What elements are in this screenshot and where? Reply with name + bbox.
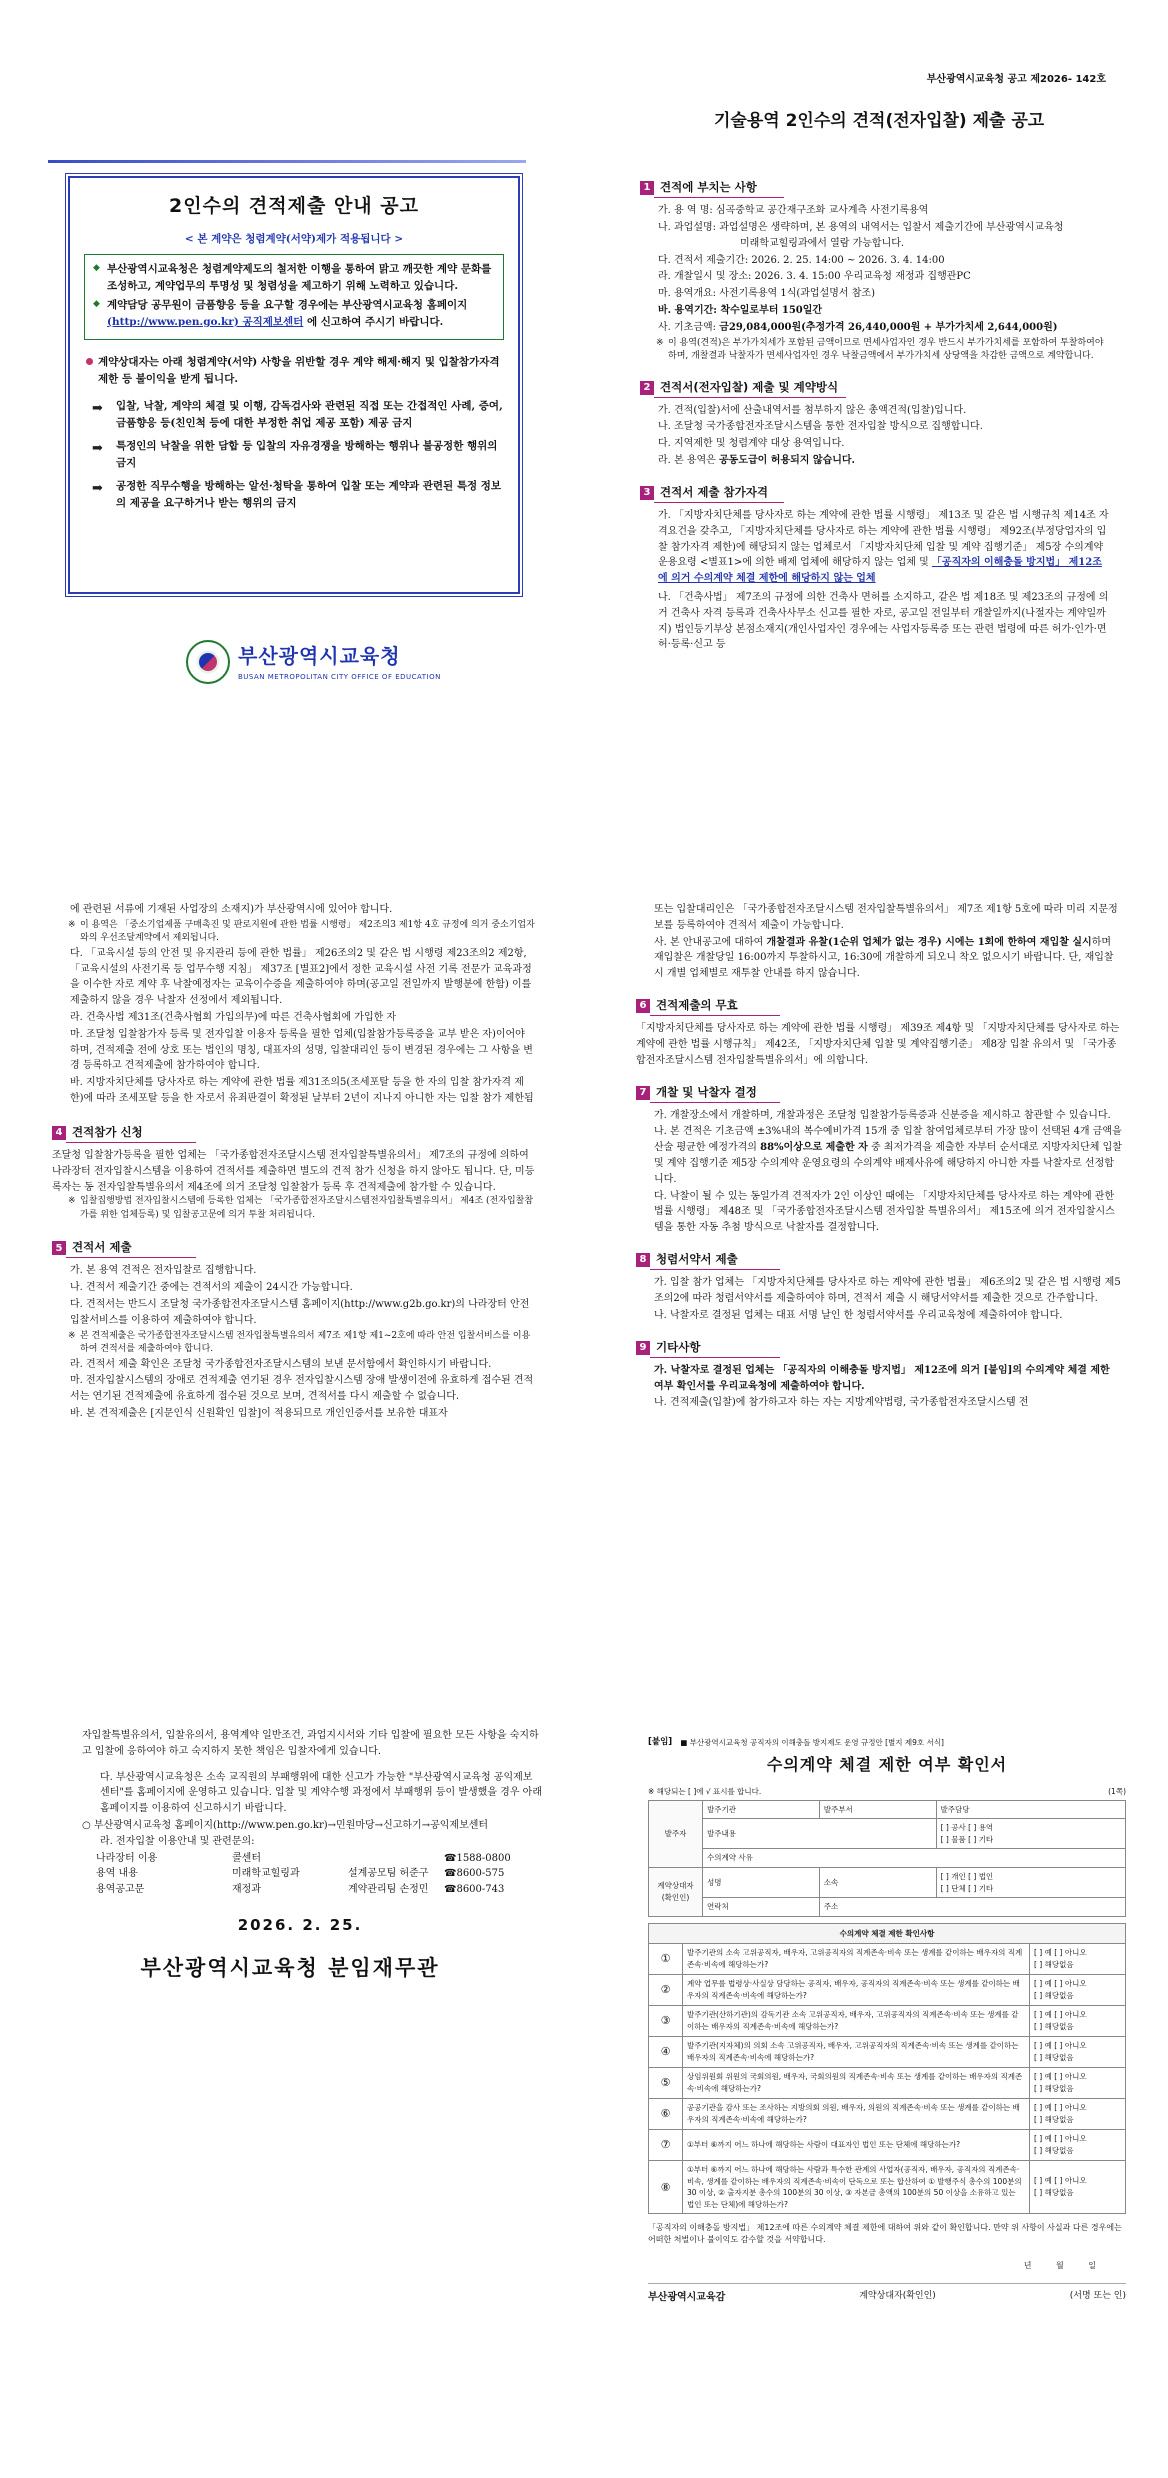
page-3-right — [584, 1652, 1168, 2478]
s3-continued: 에 관련된 서류에 기재된 사업장의 소재지)가 부산광역시에 있어야 합니다. — [70, 904, 393, 915]
na-checkbox[interactable]: [ ] 해당없음 — [1034, 2188, 1074, 2198]
emblem-icon — [186, 640, 230, 684]
s3-text: 가. 「지방자치단체를 당사자로 하는 계약에 관한 법률 시행령」 제13조 및 같은 법 시행규칙 제14조 자격요건을 갖추고, 「지방자치단체를 당사자로 하는 계약에 관한 법률 시행령」 제92조(부정당업자의 입찰 참가자격 제한)에 해당되지 않는 업체로서 「지방자치단체 입찰 및 계약 집행기준」 제5장 수의계약 운용요령 <별표1>에 의한 배제 업체에 해당하지 않는 업체 및 — [658, 510, 1109, 569]
s5-item: 가. 본 용역 견적은 전자입찰로 집행합니다. — [70, 1265, 257, 1277]
contact-cell: 재정과 — [232, 1884, 261, 1896]
s2-item: 가. 견적(입찰)서에 산출내역서를 첨부하지 않은 총액견적(입찰)입니다. — [658, 404, 967, 416]
section-title: 견적에 부치는 사항 — [654, 178, 784, 198]
s8-item: 나. 낙찰자로 결정된 업체는 대표 서명 날인 한 청렴서약서를 우리교육청에 제출하여야 합니다. — [654, 1309, 1063, 1321]
highlight-item-2 — [93, 297, 495, 331]
party-label: 계약상대자 (확인인) — [649, 1868, 703, 1917]
integrity-highlight-box — [84, 254, 504, 340]
row-text: 발주기관(지자체)의 의회 소속 고위공직자, 배우자, 고위공직자의 직계존속·비속 또는 생계를 같이하는 배우자의 직계존속·비속에 해당하는가? — [683, 2036, 1030, 2067]
yes-no-checkbox[interactable]: [ ] 예 [ ] 아니오 — [1034, 2176, 1087, 2186]
checklist-row — [649, 1943, 1126, 1974]
s7-text: 중 최저가격을 제출한 자부터 순서대로 지방자치단체 입찰 및 계약 집행기준 제5장 수의계약 운영요령의 수의계약 배제사유에 해당하지 아니한 자를 낙찰자로 선정합니다. — [654, 1142, 1122, 1185]
section-6-header — [636, 996, 1122, 1016]
notice-subtitle: < 본 계약은 청렴계약(서약)제가 적용됩니다 > — [184, 233, 404, 246]
pledge-item-3 — [92, 478, 504, 512]
page-3 — [0, 1652, 1168, 2478]
document-number: 부산광역시교육청 공고 제2026- 142호 — [926, 74, 1106, 85]
s9-item: 나. 견적제출(입찰)에 참가하고자 하는 자는 지방계약법령, 국가종합전자조달시스템 전 — [654, 1397, 1029, 1409]
checklist-row — [649, 2036, 1126, 2067]
contact-phone: ☎8600-575 — [444, 1868, 505, 1880]
party-checkbox-row[interactable]: [ ] 개인 [ ] 법인 — [940, 1872, 994, 1882]
contact-phone: ☎1588-0800 — [444, 1852, 511, 1864]
section-7-header — [636, 1083, 1122, 1103]
row-number: ② — [649, 1974, 683, 2005]
s5-item: 나. 견적서 제출기간 중에는 견적서의 제출이 24시간 가능합니다. — [70, 1282, 353, 1294]
row-number: ⑧ — [649, 2160, 683, 2214]
row-options[interactable] — [1030, 1943, 1126, 1974]
yes-no-checkbox[interactable]: [ ] 예 [ ] 아니오 — [1034, 2071, 1087, 2081]
s2-item — [640, 453, 1110, 469]
section-number: 5 — [52, 1241, 66, 1255]
section-title: 기타사항 — [650, 1338, 780, 1358]
section-title: 개찰 및 낙찰자 결정 — [650, 1083, 780, 1103]
s6-body: 「지방자치단체를 당사자로 하는 계약에 관한 법률 시행령」 제39조 제4항 및 「지방자치단체를 당사자로 하는 계약에 관한 법률 시행규칙」 제42조, 「지방자치단체 입찰 및 계약집행기준」 제8장 입찰 유의서 및 「국가종합전자조달시스템 전자입찰특별유의서」에 의합니다. — [636, 1023, 1120, 1066]
s1-item: 가. 용 역 명: 심곡중학교 공간재구조화 교사계측 사전기록용역 — [658, 205, 929, 217]
announcement-date: 2026. 2. 25. — [237, 1916, 363, 1934]
page-2 — [0, 826, 1168, 1652]
section-number: 9 — [636, 1341, 650, 1355]
pledge-text: 입찰, 낙찰, 계약의 체결 및 이행, 감독검사와 관련된 직접 또는 간접적인 사례, 증여, 금품향응 등(친인척 등에 대한 부정한 취업 제공 포함) 제공 금지 — [116, 399, 503, 429]
pledge-text: 공정한 직무수행을 방해하는 알선·청탁을 통하여 입찰 또는 계약과 관련된 특정 정보의 제공을 요구하거나 받는 행위의 금지 — [116, 479, 502, 509]
field-dept[interactable]: 발주부서 — [819, 1800, 936, 1819]
arrow-icon: ➡ — [92, 480, 103, 496]
contact-cell: 용역 내용 — [96, 1868, 138, 1880]
notice-intro: 계약상대자는 아래 청렴계약(서약) 사항을 위반할 경우 계약 해제·해지 및 입찰참가자격 제한 등 불이익을 받게 됩니다. — [84, 354, 504, 388]
s2-text: 공동도급이 허용되지 않습니다. — [719, 455, 856, 467]
checklist-row — [649, 2098, 1126, 2129]
field-affiliation[interactable]: 소속 — [819, 1868, 936, 1898]
na-checkbox[interactable]: [ ] 해당없음 — [1034, 2114, 1074, 2124]
section-number: 3 — [640, 486, 654, 500]
form-page-label: (1쪽) — [1108, 1786, 1126, 1796]
row-text: 발주기관(산하기관)의 감독기관 소속 고위공직자, 배우자, 고위공직자의 직계존속·비속 또는 생계를 같이하는 배우자의 직계존속·비속에 해당하는가? — [683, 2005, 1030, 2036]
section-title: 견적서(전자입찰) 제출 및 계약방식 — [654, 378, 846, 398]
s7-text: 나. 본 견적은 기초금액 ±3%내의 복수예비가격 15개 중 입찰 참여업체로부터 가장 많이 선택된 4개 금액을 산술 평균한 예정가격의 — [654, 1126, 1122, 1154]
page-1-right — [584, 0, 1168, 826]
s2-item: 다. 지역제한 및 청렴계약 대상 용역입니다. — [658, 438, 845, 450]
section-1-header — [640, 178, 1110, 198]
s1-note: ※ 이 용역(견적)은 부가가치세가 포함된 금액이므로 면세사업자인 경우 반드시 부가가치세를 포함하여 투찰하여야 하며, 개찰결과 낙찰자가 면세사업자인 경우 낙찰금액에서 부가가치세 상당액을 차감한 금액으로 계약합니다. — [640, 337, 1110, 364]
s4-body: 조달청 입찰참가등록을 필한 업체는 「국가종합전자조달시스템 전자입찰특별유의서」 제7조의 규정에 의하여 나라장터 전자입찰시스템을 이용하여 견적서를 제출하면 별도의 견적 참가 신청을 하지 않아도 됩니다. 단, 미등록자는 동 전자입찰특별유의서 제4조에 의거 조달청 입찰참가 등록 후 견적제출에 참가할 수 있습니다. — [52, 1149, 535, 1193]
s1-text: 사. 기초금액: — [658, 321, 720, 333]
section-number: 6 — [636, 999, 650, 1013]
s3-item-f: 바. 지방자치단체를 당사자로 하는 계약에 관한 법률 제31조의5(조세포탈 등을 한 자의 입찰 참가자격 제한)에 따라 조세포탈 등을 한 자로서 유죄판결이 확정된 날부터 2년이 지나지 아니한 자는 입찰 참가 제한됨 — [70, 1077, 534, 1104]
header-rule — [48, 160, 526, 163]
contact-phone: ☎8600-743 — [444, 1884, 505, 1896]
s1-item: 다. 견적서 제출기간: 2026. 2. 25. 14:00 ~ 2026. 3. 4. 14:00 — [658, 254, 945, 266]
section-4-header — [52, 1123, 536, 1143]
integrity-notice-box — [68, 176, 520, 594]
section-number: 4 — [52, 1126, 66, 1140]
section-5-header — [52, 1238, 536, 1258]
contact-cell: 나라장터 이용 — [96, 1852, 158, 1864]
na-checkbox[interactable]: [ ] 해당없음 — [1034, 2145, 1074, 2155]
field-org[interactable]: 발주기관 — [703, 1800, 820, 1819]
row-options[interactable] — [1030, 2036, 1126, 2067]
s1-text: 미래학교힐링과에서 열람 가능합니다. — [740, 237, 905, 249]
s3-item-e: 마. 조달청 입찰참가자 등록 및 전자입찰 이용자 등록을 필한 업체(입찰참가등록증을 교부 받은 자)이어야 하며, 견적제출 전에 상호 또는 법인의 명칭, 대표자의 성명, 입찰대리인 등이 변경된 경우에는 그 사항을 변경 등록하고 견적제출에 참가하여야 합니다. — [70, 1028, 533, 1072]
na-checkbox[interactable]: [ ] 해당없음 — [1034, 2021, 1074, 2031]
section-number: 7 — [636, 1086, 650, 1100]
checklist-row — [649, 2129, 1126, 2160]
checklist-header: 수의계약 체결 제한 확인사항 — [649, 1923, 1126, 1943]
field-reason[interactable]: 수의계약 사유 — [703, 1849, 1126, 1868]
s1-item: 라. 개찰일시 및 장소: 2026. 3. 4. 15:00 우리교육청 재정과 집행관PC — [658, 271, 971, 283]
sections-5-9 — [636, 902, 1122, 1412]
document-title: 기술용역 2인수의 견적(전자입찰) 제출 공고 — [714, 111, 1045, 131]
signature-party: 계약상대자(확인인) — [859, 2290, 936, 2301]
yes-no-checkbox[interactable]: [ ] 예 [ ] 아니오 — [1034, 1978, 1087, 1988]
form-pledge: 「공직자의 이해충돌 방지법」 제12조에 따른 수의계약 체결 제한에 대하여 위와 같이 확인합니다. 만약 위 사항이 사실과 다른 경우에는 어떠한 처벌이나 불이익도 감수할 것을 서약합니다. — [648, 2223, 1122, 2245]
row-number: ⑦ — [649, 2129, 683, 2160]
section-title: 견적서 제출 참가자격 — [654, 483, 784, 503]
section-title: 청렴서약서 제출 — [650, 1250, 780, 1270]
rebid-highlight: 개찰결과 유찰(1순위 업체가 없는 경우) 시에는 1회에 한하여 재입찰 실시 — [766, 936, 1092, 948]
row-options[interactable] — [1030, 2160, 1126, 2214]
row-text: 발주기관의 소속 고위공직자, 배우자, 고위공직자의 직계존속·비속 또는 생계를 같이하는 배우자의 직계존속·비속에 해당하는가? — [683, 1943, 1030, 1974]
yes-no-checkbox[interactable]: [ ] 예 [ ] 아니오 — [1034, 2009, 1087, 2019]
sections-1-3 — [640, 168, 1110, 654]
section-9-header — [636, 1338, 1122, 1358]
s5-item: 라. 견적서 제출 확인은 조달청 국가종합전자조달시스템의 보낸 문서함에서 확인하시기 바랍니다. — [70, 1358, 492, 1370]
page-1 — [0, 0, 1168, 826]
row-options[interactable] — [1030, 2005, 1126, 2036]
form-header — [648, 1736, 1126, 1749]
section-9-continued — [82, 1728, 542, 1898]
s1-item: 마. 용역개요: 사전기록용역 1식(과업설명서 참조) — [658, 288, 875, 300]
report-url: ○ 부산광역시교육청 홈페이지(http://www.pen.go.kr)→민원마당→신고하기→공익제보센터 — [82, 1819, 489, 1831]
pledge-text: 특정인의 낙찰을 위한 담합 등 입찰의 자유경쟁을 방해하는 행위나 불공정한 행위의 금지 — [116, 439, 498, 469]
s5-item: 다. 견적서는 반드시 조달청 국가종합전자조달시스템 홈페이지(http://www.g2b.go.kr)의 나라장터 안전입찰서비스를 이용하여 제출하여야 합니다. — [70, 1299, 530, 1326]
na-checkbox[interactable]: [ ] 해당없음 — [1034, 1959, 1074, 1969]
row-text: 공공기관을 감사 또는 조사하는 지방의회 의원, 배우자, 의원의 직계존속·비속 또는 생계를 같이하는 배우자의 직계존속·비속에 해당하는가? — [683, 2098, 1030, 2129]
contact-cell: 콜센터 — [232, 1852, 261, 1864]
section-number: 8 — [636, 1253, 650, 1267]
s1-text: 나. 과업설명: 과업설명은 생략하며, 본 용역의 내역서는 입찰서 제출기간에 부산광역시교육청 — [658, 221, 1064, 233]
form-instruction: ※ 해당되는 [ ]에 √ 표시를 합니다. — [648, 1786, 762, 1796]
yes-no-checkbox[interactable]: [ ] 예 [ ] 아니오 — [1034, 2102, 1087, 2112]
report-center-link[interactable]: (http://www.pen.go.kr) 공직제보센터 — [107, 315, 304, 328]
row-text: ①부터 ⑥까지 어느 하나에 해당하는 사람이 대표자인 법인 또는 단체에 해당하는가? — [683, 2129, 1030, 2160]
s5-item: 바. 본 견적제출은 [지문인식 신원확인 입찰]이 적용되므로 개인인증서를 보유한 대표자 — [70, 1408, 448, 1420]
row-options[interactable] — [1030, 2098, 1126, 2129]
section-8-header — [636, 1250, 1122, 1270]
s3-highlight: 「공직자의 이해충돌 방지법」 제12조에 의거 수의계약 체결 제한에 해당하지 않는 업체 — [658, 557, 1102, 585]
highlight-item-2c: 에 신고하여 주시기 바랍니다. — [306, 315, 444, 328]
section-title: 견적제출의 무효 — [650, 996, 780, 1016]
contract-restriction-form — [648, 1736, 1126, 2305]
s3-item-c: 다. 「교육시설 등의 안전 및 유지관리 등에 관한 법률」 제26조의2 및 같은 법 시행령 제23조의2 제2항, 「교육시설의 사전기록 등 업무수행 지침」 제37조 [별표2]에서 정한 교육시설 사전 기록 전문가 교육과정을 이수한 자로 계약 후 낙찰예정자는 교육이수증을 제출하여야 하며(공고일 전일까지 발행분에 한함) 이를 제출하지 않을 경우 낙찰자 선정에서 제외됩니다. — [70, 947, 532, 1007]
checklist-row — [649, 1974, 1126, 2005]
field-contact[interactable]: 연락처 — [703, 1898, 820, 1917]
party-type-checkboxes[interactable] — [936, 1868, 1125, 1898]
checklist-row — [649, 2005, 1126, 2036]
pledge-item-2 — [92, 438, 504, 472]
section-3-header — [640, 483, 1110, 503]
office-logo — [186, 640, 441, 684]
checklist-table — [648, 1923, 1126, 2215]
s5-note: ※ 본 견적제출은 국가종합전자조달시스템 전자입찰특별유의서 제7조 제1항 제1~2호에 따라 안전 입찰서비스를 이용하여 견적서를 제출하여야 합니다. — [52, 1330, 536, 1357]
page-2-right — [584, 826, 1168, 1652]
pledge-item-1 — [92, 398, 504, 432]
yes-no-checkbox[interactable]: [ ] 예 [ ] 아니오 — [1034, 1947, 1087, 1957]
orderer-party-table — [648, 1800, 1126, 1917]
s5-item-g — [636, 935, 1122, 982]
section-number: 2 — [640, 381, 654, 395]
s9-continued: 자입찰특별유의서, 입찰유의서, 용역계약 일반조건, 과업지시서와 기타 입찰에 필요한 모든 사항을 숙지하고 입찰에 응하여야 하고 숙지하지 못한 책임은 입찰자에게 있습니다. — [82, 1730, 539, 1757]
type-checkboxes[interactable] — [936, 1819, 1125, 1849]
s4-note: ※ 입찰집행방법 전자입찰시스템에 등록한 업체는 「국가종합전자조달시스템전자입찰특별유의서」 제4조 (전자입찰참가를 위한 업체등록) 및 입찰공고문에 의거 투찰 처리됩니다. — [52, 1195, 536, 1222]
form-title: 수의계약 체결 제한 여부 확인서 — [766, 1755, 1008, 1775]
form-signature — [648, 2283, 1126, 2306]
field-content[interactable]: 발주내용 — [703, 1819, 937, 1849]
form-reference: ■ 부산광역시교육청 공직자의 이해충돌 방지제도 운영 규정안 [별지 제9호 서식] — [680, 1737, 944, 1747]
highlight-item-2a: 계약담당 공무원이 금품향응 등을 요구할 경우에는 부산광역시교육청 홈페이지 — [107, 298, 468, 311]
page-3-left — [0, 1652, 584, 2478]
page-2-left — [0, 826, 584, 1652]
s2-text: 라. 본 용역은 — [658, 455, 720, 467]
na-checkbox[interactable]: [ ] 해당없음 — [1034, 1990, 1074, 2000]
base-amount: 금29,084,000원(추정가격 26,440,000원 + 부가가치세 2,644,000원) — [719, 321, 1058, 333]
checklist-row — [649, 2160, 1126, 2214]
s5-text: 사. 본 안내공고에 대하여 — [654, 936, 767, 948]
party-checkbox-row[interactable]: [ ] 단체 [ ] 기타 — [940, 1883, 994, 1893]
row-number: ① — [649, 1943, 683, 1974]
contact-cell: 용역공고문 — [96, 1884, 145, 1896]
s8-item: 가. 입찰 참가 업체는 「지방자치단체를 당사자로 하는 계약에 관한 법률」 제6조의2 및 같은 법 시행령 제5조의2에 따라 청렴서약서를 제출하여야 하며, 견적서 제출 시 해당서약서를 제출한 것으로 간주합니다. — [654, 1277, 1121, 1305]
s9-item-d: 라. 전자입찰 이용안내 및 관련문의: — [100, 1835, 255, 1847]
field-manager[interactable]: 발주담당 — [936, 1800, 1125, 1819]
s3-note: ※ 이 용역은 「중소기업제품 구매촉진 및 판로지원에 관한 법률 시행령」 제2조의3 제1항 4호 규정에 의거 중소기업자와의 우선조달계약에서 제외됩니다. — [52, 919, 536, 946]
s9-item: 가. 낙찰자로 결정된 업체는 「공직자의 이해충돌 방지법」 제12조에 의거 [붙임]의 수의계약 체결 제한 여부 확인서를 우리교육청에 제출하여야 합니다. — [654, 1364, 1110, 1392]
s7-item — [636, 1124, 1122, 1187]
row-number: ④ — [649, 2036, 683, 2067]
s2-item: 나. 조달청 국가종합전자조달시스템을 통한 전자입찰 방식으로 집행합니다. — [658, 421, 983, 433]
s1-item — [640, 220, 1110, 252]
field-address[interactable]: 주소 — [819, 1898, 1125, 1917]
arrow-icon: ➡ — [92, 440, 103, 456]
na-checkbox[interactable]: [ ] 해당없음 — [1034, 2083, 1074, 2093]
s1-item — [640, 320, 1110, 336]
logo-english: BUSAN METROPOLITAN CITY OFFICE OF EDUCATION — [238, 673, 441, 682]
s3-item-a — [640, 508, 1110, 587]
s5-continued: 또는 입찰대리인은 「국가종합전자조달시스템 전자입찰특별유의서」 제7조 제1항 5호에 따라 미리 지문정보를 등록하여야 견적서 제출이 가능합니다. — [654, 904, 1118, 931]
checklist-row — [649, 2067, 1126, 2098]
highlight-item-1: ◆ 부산광역시교육청은 청렴계약제도의 철저한 이행을 통하여 맑고 깨끗한 계약 문화를 조성하고, 계약업무의 투명성 및 청렴성을 제고하기 위해 노력하고 있습니다. — [93, 261, 495, 295]
contact-cell — [348, 1851, 438, 1867]
yes-no-checkbox[interactable]: [ ] 예 [ ] 아니오 — [1034, 2133, 1087, 2143]
section-title: 견적서 제출 — [66, 1238, 196, 1258]
arrow-icon: ➡ — [92, 400, 103, 416]
type-checkbox-row[interactable]: [ ] 공사 [ ] 용역 — [940, 1823, 994, 1833]
s9-item-c: 다. 부산광역시교육청은 소속 교직원의 부패행위에 대한 신고가 가능한 "부산광역시교육청 공익제보센터"를 홈페이지에 운영하고 있습니다. 입찰 및 계약수행 과정에서 부패행위 등이 발생했을 경우 아래 홈페이지를 이용하여 신고하시기 바랍니다. — [100, 1771, 542, 1815]
section-number: 1 — [640, 181, 654, 195]
s7-item: 가. 개찰장소에서 개찰하며, 개찰과정은 조달청 입찰참가등록증과 신분증을 제시하고 참관할 수 있습니다. — [654, 1109, 1111, 1121]
s7-item: 다. 낙찰이 될 수 있는 동일가격 견적자가 2인 이상인 때에는 「지방자치단체를 당사자로 하는 계약에 관한 법률 시행령」 제48조 및 「국가종합전자조달시스템 전자입찰 특별유의서」 제15조에 의거 전자입찰시스템을 통한 자동 추첨 방식으로 낙찰자를 결정합니다. — [654, 1190, 1115, 1234]
type-checkbox-row[interactable]: [ ] 물품 [ ] 기타 — [940, 1834, 994, 1844]
form-date[interactable]: 년 월 일 — [1023, 2261, 1096, 2271]
orderer-label: 발주자 — [649, 1800, 703, 1868]
contact-cell: 설계공모팀 허준구 — [348, 1868, 429, 1880]
attachment-tag: [붙임] — [648, 1737, 673, 1747]
notice-title: 2인수의 견적제출 안내 공고 — [169, 195, 419, 217]
section-2-header — [640, 378, 1110, 398]
s3-item-d: 라. 건축사법 제31조(건축사협회 가입의무)에 따른 건축사협회에 가입한 자 — [70, 1011, 397, 1023]
row-options[interactable] — [1030, 1974, 1126, 2005]
row-text: 계약 업무를 법령상·사실상 담당하는 공직자, 배우자, 공직자의 직계존속·비속 또는 생계를 같이하는 배우자의 직계존속·비속에 해당하는가? — [683, 1974, 1030, 2005]
s7-highlight: 88%이상으로 제출한 자 — [760, 1142, 868, 1154]
row-number: ③ — [649, 2005, 683, 2036]
row-number: ⑥ — [649, 2098, 683, 2129]
signature-office: 부산광역시교육감 — [648, 2291, 726, 2303]
issuing-office: 부산광역시교육청 분임재무관 — [140, 1956, 440, 1980]
row-text: ①부터 ⑥까지 어느 하나에 해당하는 사람과 특수한 관계의 사업자(공직자, 배우자, 공직자의 직계존속·비속, 생계를 같이하는 배우자의 직계존속·비속이 단독으로 또는 합산하여 ① 발행주식 총수의 100분의 30 이상, ② 출자지분 총수의 100분의 30 이상, ③ 자본금 총액의 100분의 50 이상을 소유하고 있는 법인 또는 단체)에 해당하는가? — [683, 2160, 1030, 2214]
row-text: 상임위원회 위원의 국회의원, 배우자, 국회의원의 직계존속·비속 또는 생계를 같이하는 배우자의 직계존속·비속에 해당하는가? — [683, 2067, 1030, 2098]
yes-no-checkbox[interactable]: [ ] 예 [ ] 아니오 — [1034, 2040, 1087, 2050]
contact-cell: 계약관리팀 손정민 — [348, 1884, 429, 1896]
field-name[interactable]: 성명 — [703, 1868, 820, 1898]
row-options[interactable] — [1030, 2067, 1126, 2098]
s5-text: 하며 재입찰은 개찰당일 16:00까지 투찰하시고, 16:30에 개찰하게 되오니 착오 없으시기 바랍니다. 단, 재입찰 시 개별 업체별로 재투찰 안내를 하지 않습니다. — [654, 936, 1114, 980]
logo-korean: 부산광역시교육청 — [238, 644, 401, 669]
s1-item: 바. 용역기간: 착수일로부터 150일간 — [658, 304, 823, 316]
contact-cell: 미래학교힐링과 — [232, 1868, 300, 1880]
s3-item-b: 나. 「건축사법」 제7조의 규정에 의한 건축사 면허를 소지하고, 같은 법 제18조 및 제23조의 규정에 의거 건축사 자격 등록과 건축사사무소 신고를 필한 자로, 공고일 전일부터 개찰일까지(나절자는 계약일까지) 법인등기부상 본점소재지(개인사업자인 경우에는 사업자등록증 또는 관련 법령에 따른 허가·인가·면허·등록·신고 등 — [658, 592, 1109, 651]
signature-note[interactable]: (서명 또는 인) — [1069, 2290, 1126, 2301]
page-1-left — [0, 0, 584, 826]
row-number: ⑤ — [649, 2067, 683, 2098]
sections-3-5 — [52, 902, 536, 1423]
section-title: 견적참가 신청 — [66, 1123, 196, 1143]
s5-item: 마. 전자입찰시스템의 장애로 견적제출 연기된 경우 전자입찰시스템 장애 발생이전에 유효하게 접수된 견적서는 연기된 견적제출에 유효하게 접수된 것으로 보며, 견적서를 다시 제출할 수 없습니다. — [70, 1375, 534, 1403]
row-options[interactable] — [1030, 2129, 1126, 2160]
contact-table — [82, 1851, 542, 1898]
na-checkbox[interactable]: [ ] 해당없음 — [1034, 2052, 1074, 2062]
form-note — [648, 1786, 1126, 1798]
